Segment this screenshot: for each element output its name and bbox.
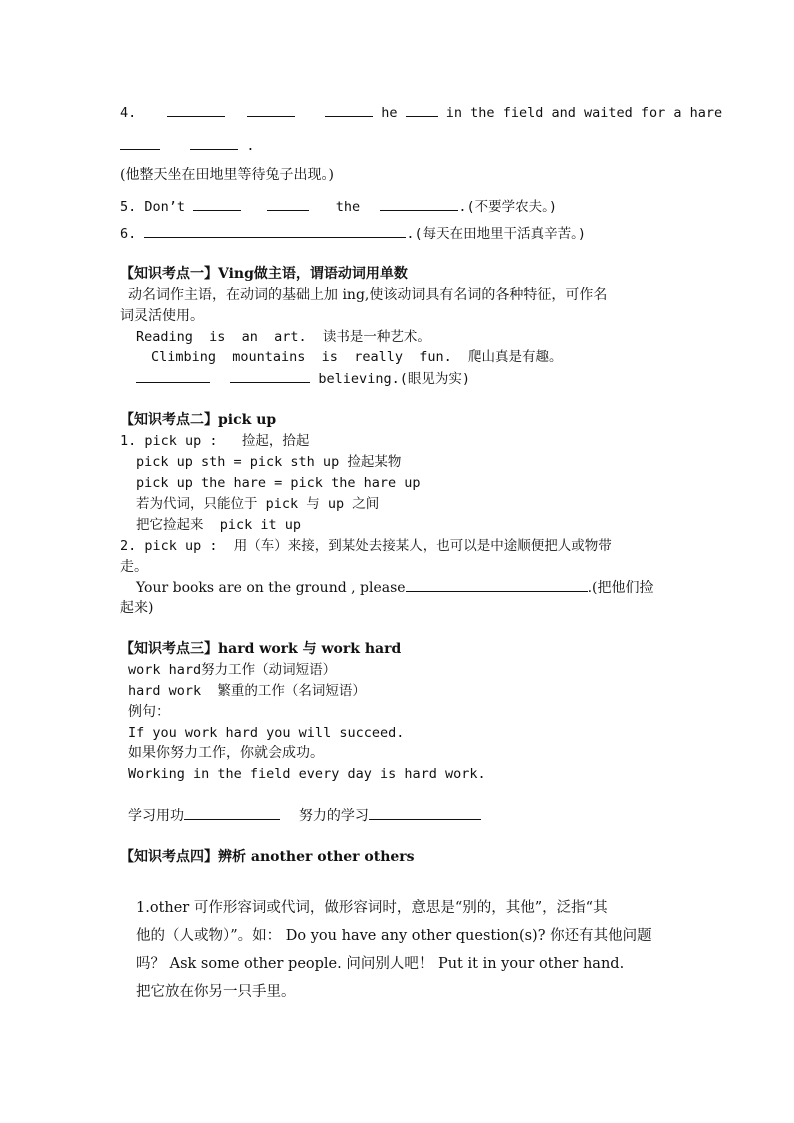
answer-blank[interactable] <box>369 805 481 820</box>
kp1-heading: 【知识考点一】Ving做主语，谓语动词用单数 <box>120 266 408 282</box>
answer-blank[interactable] <box>167 102 225 117</box>
answer-blank[interactable] <box>144 223 406 238</box>
kp3-line-2: hard work 繁重的工作（名词短语） <box>128 683 366 699</box>
question-4-he: he <box>381 105 398 121</box>
answer-blank[interactable] <box>230 368 310 383</box>
kp1-example-2: Climbing mountains is really fun. 爬山真是有趣。 <box>151 349 563 365</box>
question-6 <box>120 223 586 244</box>
answer-blank[interactable] <box>136 368 210 383</box>
kp2-example-continued: 起来) <box>120 600 154 616</box>
kp1-example-3-tail: believing.(眼见为实) <box>318 371 470 387</box>
kp3-line-1: work hard努力工作（动词短语） <box>128 662 337 678</box>
kp3-fill-2-label: 努力的学习 <box>298 808 369 824</box>
kp2-heading: 【知识考点二】pick up <box>120 412 277 428</box>
kp1-example-3 <box>136 368 470 389</box>
answer-blank[interactable] <box>406 102 438 117</box>
question-5-start: 5. Don’t <box>120 199 186 215</box>
answer-blank[interactable] <box>380 196 458 211</box>
answer-blank[interactable] <box>325 102 373 117</box>
answer-blank[interactable] <box>184 805 280 820</box>
answer-blank[interactable] <box>406 577 588 592</box>
kp2-line-7: 走。 <box>120 559 148 575</box>
question-4-period: . <box>246 138 255 154</box>
kp2-line-5: 把它捡起来 pick it up <box>136 517 302 533</box>
kp2-example <box>136 577 654 598</box>
answer-blank[interactable] <box>193 196 241 211</box>
kp3-line-3: 例句： <box>128 704 170 720</box>
kp2-line-1: 1. pick up : 捡起，拾起 <box>120 433 310 449</box>
kp2-line-6: 2. pick up : 用（车）来接，到某处去接某人，也可以是中途顺便把人或物带 <box>120 538 612 554</box>
kp2-example-end: .(把他们捡 <box>587 580 654 596</box>
kp4-paragraph-4: 把它放在你另一只手里。 <box>136 984 296 1000</box>
answer-blank[interactable] <box>190 135 238 150</box>
question-4-line1 <box>120 102 722 123</box>
question-4-line2 <box>120 135 255 156</box>
question-4-translation: (他整天坐在田地里等待兔子出现。) <box>120 167 334 183</box>
answer-blank[interactable] <box>120 135 160 150</box>
question-5-the: the <box>335 199 361 215</box>
kp1-description-2: 词灵活使用。 <box>120 308 204 324</box>
question-5-end: .(不要学农夫。) <box>458 199 558 215</box>
question-6-end: .(每天在田地里干活真辛苦。) <box>406 226 587 242</box>
answer-blank[interactable] <box>247 102 295 117</box>
kp4-heading: 【知识考点四】辨析 another other others <box>120 849 415 865</box>
question-4-text: in the field and waited for a hare <box>445 105 723 121</box>
question-5 <box>120 196 557 217</box>
answer-blank[interactable] <box>267 196 309 211</box>
kp3-fill-line <box>128 805 481 826</box>
kp3-line-6: Working in the field every day is hard work. <box>128 766 486 782</box>
question-6-number: 6. <box>120 226 137 242</box>
kp3-line-4: If you work hard you will succeed. <box>128 725 405 741</box>
kp3-fill-1-label: 学习用功 <box>128 808 184 824</box>
kp4-paragraph-1: 1.other 可作形容词或代词，做形容词时，意思是“别的，其他”，泛指“其 <box>136 900 608 916</box>
kp1-example-1: Reading is an art. 读书是一种艺术。 <box>136 329 431 345</box>
kp3-heading: 【知识考点三】hard work 与 work hard <box>120 641 402 657</box>
kp3-line-5: 如果你努力工作，你就会成功。 <box>128 745 324 761</box>
kp4-paragraph-2: 他的（人或物）”。如： Do you have any other question(s)? 你还有其他问题 <box>136 928 652 944</box>
kp2-example-start: Your books are on the ground , please <box>136 580 406 596</box>
kp4-paragraph-3: 吗？ Ask some other people. 问问别人吧！ Put it in your other hand. <box>136 956 625 972</box>
question-4-number: 4. <box>120 105 137 121</box>
kp2-line-4: 若为代词，只能位于 pick 与 up 之间 <box>136 496 380 512</box>
kp1-description-1: 动名词作主语，在动词的基础上加 ing,使该动词具有名词的各种特征，可作名 <box>128 287 608 303</box>
kp2-line-3: pick up the hare = pick the hare up <box>136 475 421 491</box>
kp2-line-2: pick up sth = pick sth up 捡起某物 <box>136 454 402 470</box>
